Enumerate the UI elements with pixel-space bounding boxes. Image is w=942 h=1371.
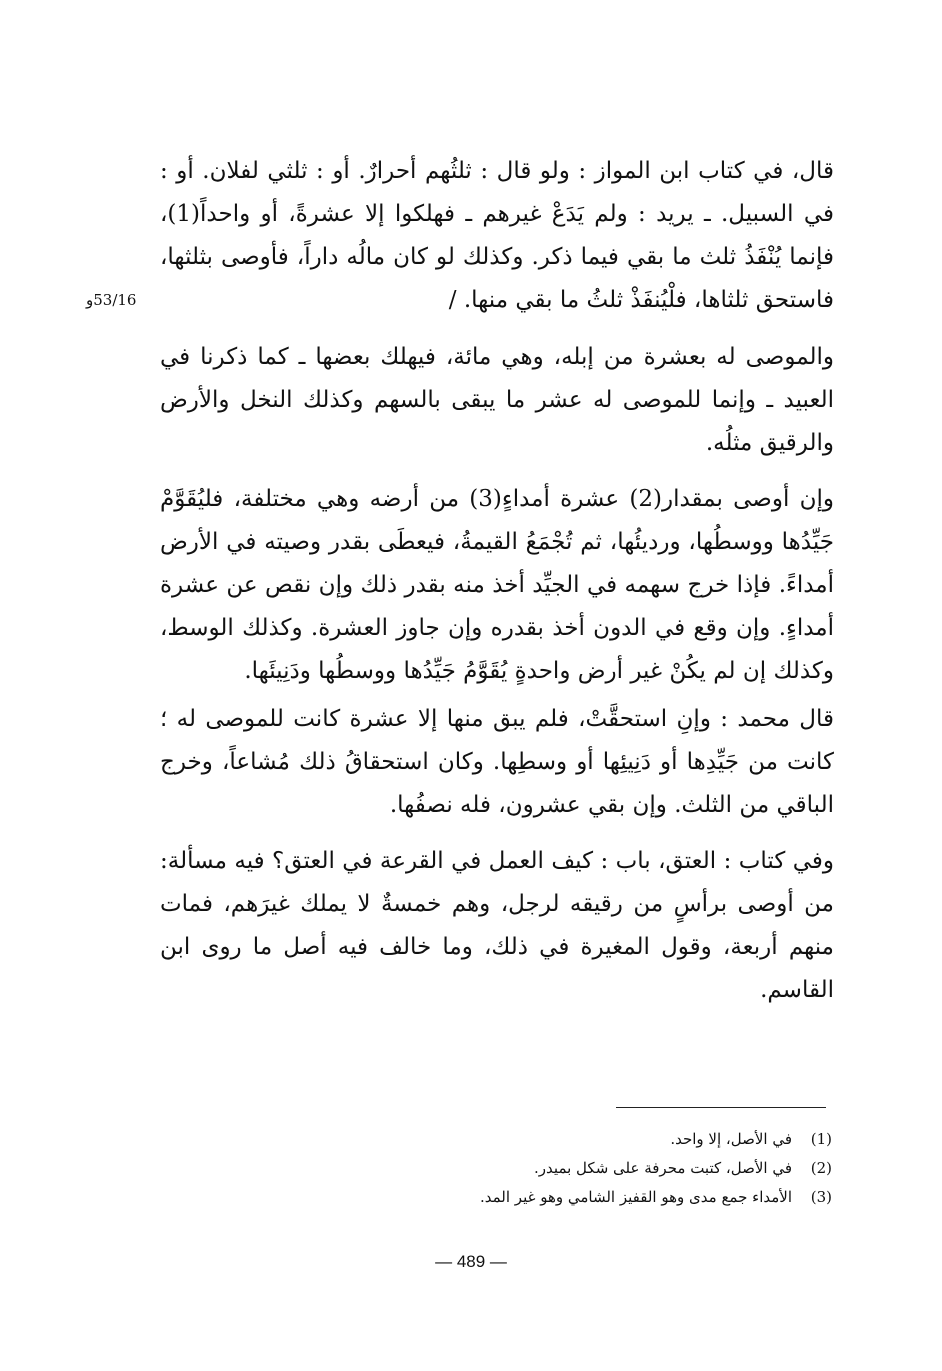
footnote-text: في الأصل، إلا واحد.: [670, 1129, 792, 1148]
paragraph-5: وفي كتاب : العتق، باب : كيف العمل في القرعة في العتق؟ فيه مسألة: من أوصى برأسٍ من رقيقه لرجل، وهم خمسةٌ لا يملك غيرَهم، فمات منهم أربعة، وقول المغيرة في ذلك، وما خالف فيه أصل ما روى ابن القاسم.: [160, 848, 834, 1003]
footnote-number: (3): [810, 1187, 832, 1206]
footnote-text: في الأصل، كتبت محرفة على شكل بميدر.: [534, 1158, 792, 1177]
paragraph-2: والموصى له بعشرة من إبله، وهي مائة، فيهلك بعضها ـ كما ذكرنا في العبيد ـ وإنما للموصى له عشر ما يبقى بالسهم وكذلك النخل والأرض والرقيق مثلُه.: [160, 344, 834, 456]
page-number: — 489 —: [435, 1252, 507, 1271]
footnote-number: (1): [810, 1129, 832, 1148]
footnotes: [400, 1124, 832, 1211]
footnote-separator: [616, 1107, 826, 1108]
footnote-number: (2): [810, 1158, 832, 1177]
paragraph-3: وإن أوصى بمقدار(2) عشرة أمداءٍ(3) من أرضه وهي مختلفة، فليُقَوَّمْ جَيِّدُها ووسطُها، ورديئُها، ثم تُجْمَعُ القيمةُ، فيعطَى بقدر وصيته في الأرض أمداءً. فإذا خرج سهمه في الجيِّد أخذ منه بقدر ذلك وإن نقص عن عشرة أمداءٍ. وإن وقع في الدون أخذ بقدره وإن جاوز العشرة. وكذلك الوسط، وكذلك إن لم يكُنْ غير أرض واحدةٍ يُقَوَّمُ جَيِّدُها ووسطُها ودَنِيئَها.: [160, 486, 834, 684]
footnote-3: [400, 1182, 832, 1211]
footnote-text: الأمداء جمع مدى وهو القفيز الشامي وهو غير المد.: [479, 1187, 792, 1206]
footnote-2: [400, 1153, 832, 1182]
folio-marginal-note: 53/16و: [86, 291, 137, 309]
footnote-1: [400, 1124, 832, 1153]
paragraph-1: قال، في كتاب ابن المواز : ولو قال : ثلثُهم أحرارٌ. أو : ثلثي لفلان. أو : في السبيل. ـ يريد : ولم يَدَعْ غيرهم ـ فهلكوا إلا عشرةً، أو واحداً(1)، فإنما يُنْفَذُ ثلث ما بقي فيما ذكر. وكذلك لو كان مالُه داراً، فأوصى بثلثها، فاستحق ثلثاها، فلْيُنفَذْ ثلثُ ما بقي منها. /: [160, 158, 834, 313]
paragraph-4: قال محمد : وإنِ استحقَّتْ، فلم يبق منها إلا عشرة كانت للموصى له ؛ كانت من جَيِّدِها أو دَنِيئِها أو وسطِها. وكان استحقاقُ ذلك مُشاعاً، وخرج الباقي من الثلث. وإن بقي عشرون، فله نصفُها.: [160, 706, 834, 818]
